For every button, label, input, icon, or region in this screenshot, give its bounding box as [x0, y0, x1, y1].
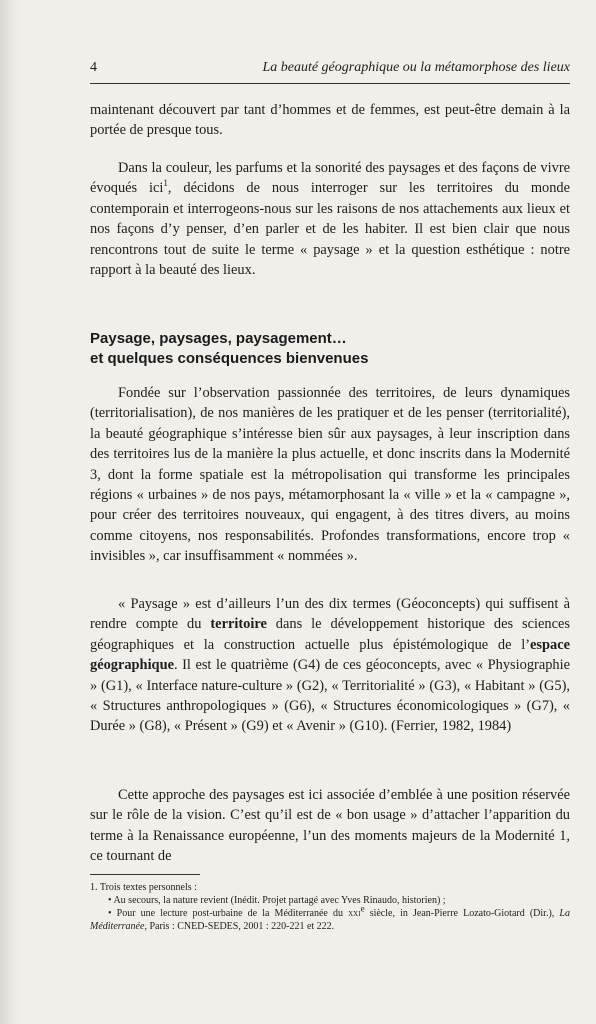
page-header — [90, 56, 570, 80]
footnote-title: 1. Trois textes personnels : — [90, 882, 197, 893]
paragraph-text: maintenant découvert par tant d’hommes et de femmes, est peut-être demain à la portée de presque tous. — [90, 102, 570, 139]
paragraph-continuation — [90, 100, 570, 141]
bold-term: espace géographique — [90, 636, 570, 674]
paragraph-body — [90, 383, 570, 567]
text-run: siècle, in Jean-Pierre Lozato-Giotard (Dir.), — [364, 908, 560, 919]
paragraph-text: Fondée sur l’observation passionnée des territoires, de leurs dynamiques (territorialisation), de nos manières de les pratiquer et de les penser (territorialité), la beauté géographique s’intéresse bien sûr aux paysages, à leur inscription dans des territoires lus de la manière la plus actuelle, et donc inscrits dans la Modernité 3, dont la forme spatiale est la métropolisation qui transforme les principales régions « urbaines » de nos pays, métamorphosant la « ville » et la « campagne », pour créer des territoires nouveaux, qui engagent, à des titres divers, au moins comme citoyens, nos responsabilités. Profondes transformations, encore trop « invisibles », car insuffisamment « nommées ». — [90, 385, 570, 565]
heading-line: Paysage, paysages, paysagement… — [90, 330, 347, 347]
page-number: 4 — [90, 60, 97, 75]
text-run: dans le développement historique des sciences géographiques et la construction actuelle plus épistémologique de l’ — [90, 616, 570, 653]
text-run: , décidons de nous interroger sur les territoires du monde contemporain et interrogeons-nous sur les raisons de nos attachements aux lieux et nos façons d’y penser, d’en parler et de les habiter. Il est bien clair que nous rencontrons tout de suite le terme « paysage » et la question esthétique : notre rapport à la beauté des lieux. — [90, 180, 570, 279]
text-run: Dans la couleur, les parfums et la sonorité des paysages et des façons de vivre évoqués ici — [90, 160, 570, 197]
bold-term: territoire — [210, 616, 267, 633]
page-edge-shadow — [0, 0, 18, 1024]
header-rule — [90, 83, 570, 84]
footnotes — [90, 881, 570, 933]
section-heading — [90, 329, 570, 369]
text-run: , Paris : CNED-SEDES, 2001 : 220-221 et 222. — [144, 921, 335, 932]
superscript: e — [360, 903, 365, 914]
paragraph-text — [90, 594, 570, 737]
text-run: • Pour une lecture post-urbaine de la Méditerranée du — [108, 908, 349, 919]
paragraph-body — [90, 594, 570, 737]
paragraph-intro — [90, 158, 570, 280]
paragraph-text: Cette approche des paysages est ici associée d’emblée à une position réservée sur le rôle de la vision. C’est qu’il est de « bon usage » d’attacher l’apparition du terme à la Renaissance européenne, l’un des moments majeurs de la Modernité 1, ce tournant de — [90, 787, 570, 865]
footnote-item — [90, 903, 570, 933]
century-numeral: xxi — [348, 908, 361, 919]
footnote-rule — [90, 874, 200, 875]
footnote-item: • Au secours, la nature revient (Inédit. Projet partagé avec Yves Rinaudo, historien) ; — [108, 895, 446, 906]
paragraph-text — [90, 158, 570, 280]
paragraph-body — [90, 785, 570, 867]
text-run: . Il est le quatrième (G4) de ces géoconcepts, avec « Physiographie » (G1), « Interface nature-culture » (G2), « Territorialité » (G3), « Habitant » (G5), « Structures anthropologiques » (G6), « Structures économicologiques » (G7), « Durée » (G8), « Présent » (G9) et « Avenir » (G10). (Ferrier, 1982, 1984) — [90, 657, 570, 735]
book-title: La Méditerranée — [90, 908, 570, 932]
text-run: « Paysage » est d’ailleurs l’un des dix termes (Géoconcepts) qui suffisent à rendre compte du — [90, 596, 570, 633]
running-title: La beauté géographique ou la métamorphose des lieux — [262, 60, 570, 75]
heading-line: et quelques conséquences bienvenues — [90, 350, 369, 367]
footnote-ref[interactable]: 1 — [163, 178, 168, 189]
